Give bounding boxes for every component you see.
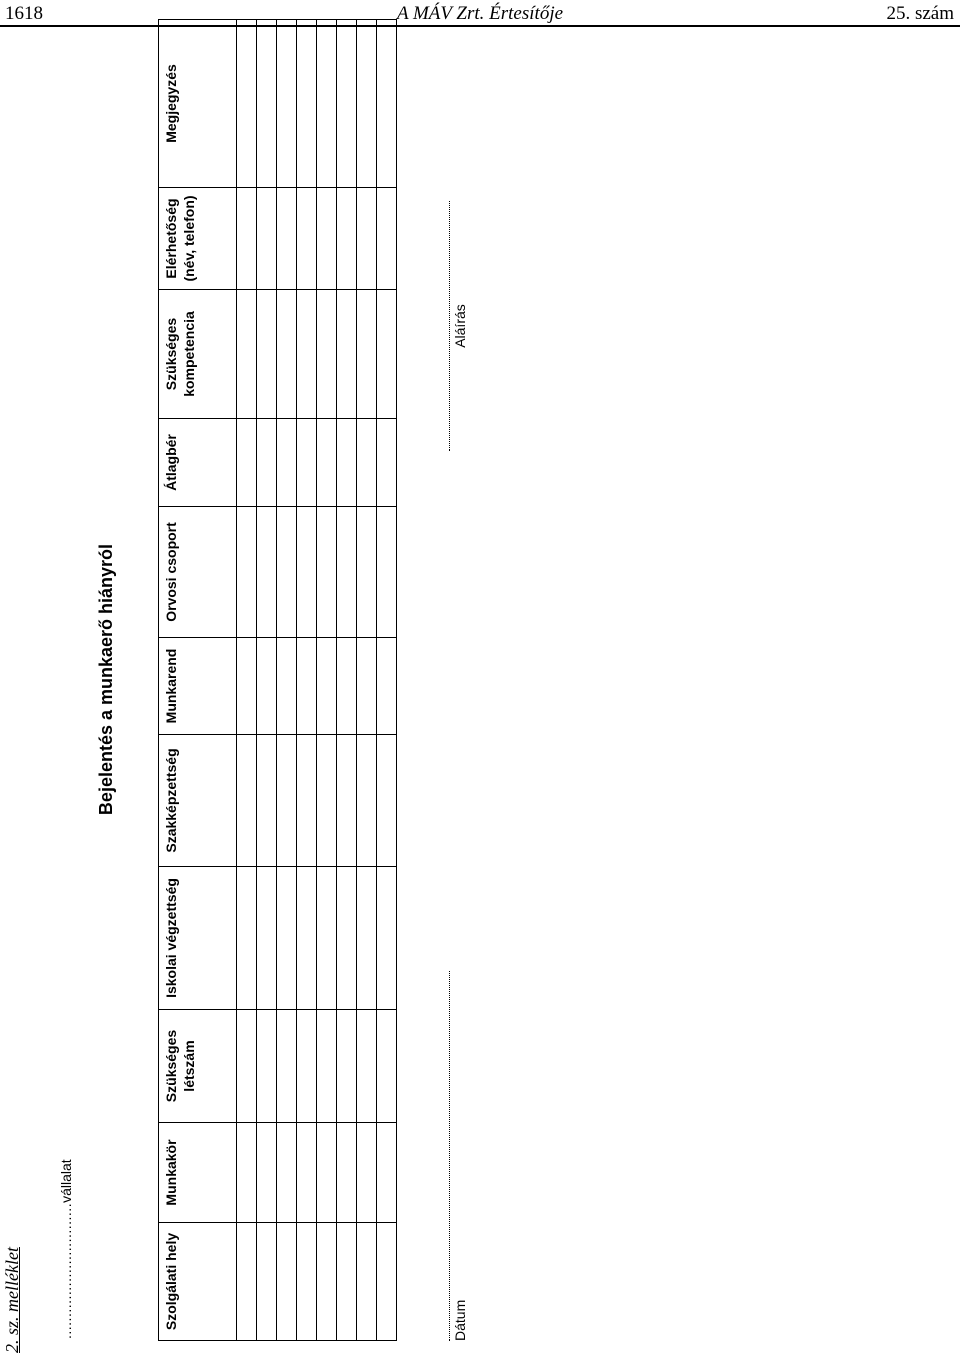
table-row: [377, 20, 397, 1341]
table-cell[interactable]: [377, 1223, 397, 1341]
company-dots: ...............................: [58, 1202, 74, 1339]
table-cell[interactable]: [297, 290, 317, 419]
signature-block: [440, 201, 468, 451]
table-cell[interactable]: [377, 1010, 397, 1123]
table-cell[interactable]: [277, 507, 297, 638]
table-cell[interactable]: [237, 638, 257, 735]
table-cell[interactable]: [237, 1223, 257, 1341]
table-cell[interactable]: [297, 20, 317, 188]
table-cell[interactable]: [297, 867, 317, 1010]
table-cell[interactable]: [357, 290, 377, 419]
table-cell[interactable]: [377, 188, 397, 290]
table-cell[interactable]: [277, 638, 297, 735]
table-cell[interactable]: [237, 735, 257, 867]
table-cell[interactable]: [337, 1123, 357, 1223]
table-cell[interactable]: [337, 419, 357, 507]
table-cell[interactable]: [257, 419, 277, 507]
table-cell[interactable]: [377, 1123, 397, 1223]
table-cell[interactable]: [337, 1010, 357, 1123]
table-cell[interactable]: [277, 1123, 297, 1223]
table-row: [237, 20, 257, 1341]
col-header-munkakor: Munkakör: [159, 1123, 237, 1223]
publication-title: A MÁV Zrt. Értesítője: [396, 3, 564, 24]
col-header-megjegyzes: Megjegyzés: [159, 20, 237, 188]
table-cell[interactable]: [377, 507, 397, 638]
table-cell[interactable]: [357, 638, 377, 735]
annex-label: 2. sz. melléklet: [2, 1247, 22, 1353]
table-cell[interactable]: [317, 867, 337, 1010]
col-header-iskolai-vegzettseg: Iskolai végzettség: [159, 867, 237, 1010]
table-cell[interactable]: [237, 188, 257, 290]
table-cell[interactable]: [357, 735, 377, 867]
table-cell[interactable]: [277, 867, 297, 1010]
table-cell[interactable]: [317, 507, 337, 638]
table-cell[interactable]: [337, 290, 357, 419]
table-cell[interactable]: [377, 867, 397, 1010]
table-cell[interactable]: [337, 1223, 357, 1341]
table-cell[interactable]: [317, 638, 337, 735]
table-row: [357, 20, 377, 1341]
table-cell[interactable]: [297, 1010, 317, 1123]
table-cell[interactable]: [337, 867, 357, 1010]
table-cell[interactable]: [317, 735, 337, 867]
page-number: 1618: [5, 3, 43, 24]
table-cell[interactable]: [257, 1010, 277, 1123]
table-cell[interactable]: [317, 20, 337, 188]
table-header-row: [159, 20, 237, 1341]
table-cell[interactable]: [377, 735, 397, 867]
table-cell[interactable]: [277, 20, 297, 188]
table-cell[interactable]: [297, 1223, 317, 1341]
table-cell[interactable]: [257, 507, 277, 638]
col-header-szakkepzettseg: Szakképzettség: [159, 735, 237, 867]
date-block: [440, 971, 468, 1341]
table-cell[interactable]: [317, 290, 337, 419]
table-cell[interactable]: [237, 1123, 257, 1223]
table-cell[interactable]: [317, 1010, 337, 1123]
table-cell[interactable]: [277, 1010, 297, 1123]
table-cell[interactable]: [297, 1123, 317, 1223]
table-row: [337, 20, 357, 1341]
table-cell[interactable]: [317, 1123, 337, 1223]
table-cell[interactable]: [297, 638, 317, 735]
table-cell[interactable]: [357, 188, 377, 290]
col-header-orvosi-csoport: Orvosi csoport: [159, 507, 237, 638]
table-cell[interactable]: [357, 20, 377, 188]
table-cell[interactable]: [237, 1010, 257, 1123]
document-title: Bejelentés a munkaerő hiányról: [96, 543, 116, 816]
table-cell[interactable]: [277, 419, 297, 507]
issue-number: 25. szám: [886, 3, 954, 24]
table-cell[interactable]: [277, 735, 297, 867]
table-cell[interactable]: [377, 638, 397, 735]
table-row: [277, 20, 297, 1341]
table-cell[interactable]: [317, 419, 337, 507]
table-cell[interactable]: [317, 188, 337, 290]
table-cell[interactable]: [377, 290, 397, 419]
col-header-szolgalati-hely: Szolgálati hely: [159, 1223, 237, 1341]
table-cell[interactable]: [277, 290, 297, 419]
col-header-szukseges-letszam: Szükséges létszám: [159, 1010, 237, 1123]
table-cell[interactable]: [237, 290, 257, 419]
signature-label: Aláírás: [452, 304, 468, 348]
table-cell[interactable]: [257, 638, 277, 735]
table-cell[interactable]: [337, 638, 357, 735]
table-row: [297, 20, 317, 1341]
table-row: [317, 20, 337, 1341]
table-cell[interactable]: [257, 867, 277, 1010]
table-cell[interactable]: [317, 1223, 337, 1341]
table-cell[interactable]: [337, 188, 357, 290]
table-cell[interactable]: [357, 1223, 377, 1341]
table-cell[interactable]: [297, 507, 317, 638]
table-cell[interactable]: [237, 20, 257, 188]
table-cell[interactable]: [257, 1123, 277, 1223]
table-cell[interactable]: [357, 1010, 377, 1123]
table-cell[interactable]: [297, 188, 317, 290]
date-label: Dátum: [452, 1299, 468, 1341]
table-cell[interactable]: [237, 419, 257, 507]
table-cell[interactable]: [357, 419, 377, 507]
table-cell[interactable]: [357, 867, 377, 1010]
company-label: vállalat: [58, 1159, 74, 1203]
table-cell[interactable]: [297, 735, 317, 867]
table-cell[interactable]: [377, 20, 397, 188]
table-cell[interactable]: [257, 1223, 277, 1341]
shortage-table: [158, 19, 397, 1341]
table-row: [257, 20, 277, 1341]
company-field: [58, 1159, 74, 1339]
table-cell[interactable]: [237, 507, 257, 638]
table-cell[interactable]: [377, 419, 397, 507]
table-cell[interactable]: [257, 188, 277, 290]
signature-line[interactable]: [440, 201, 450, 451]
table-cell[interactable]: [337, 735, 357, 867]
table-cell[interactable]: [257, 20, 277, 188]
table-cell[interactable]: [337, 507, 357, 638]
table-cell[interactable]: [237, 867, 257, 1010]
table-cell[interactable]: [257, 735, 277, 867]
col-header-munkarend: Munkarend: [159, 638, 237, 735]
table-cell[interactable]: [257, 290, 277, 419]
table-cell[interactable]: [337, 20, 357, 188]
table-cell[interactable]: [277, 188, 297, 290]
table-cell[interactable]: [277, 1223, 297, 1341]
col-header-elerhetoseg: Elérhetőség (név, telefon): [159, 188, 237, 290]
col-header-atlagber: Átlagbér: [159, 419, 237, 507]
table-cell[interactable]: [357, 507, 377, 638]
table-cell[interactable]: [297, 419, 317, 507]
table-cell[interactable]: [357, 1123, 377, 1223]
date-line[interactable]: [440, 971, 450, 1341]
col-header-szukseges-kompetencia: Szükséges kompetencia: [159, 290, 237, 419]
